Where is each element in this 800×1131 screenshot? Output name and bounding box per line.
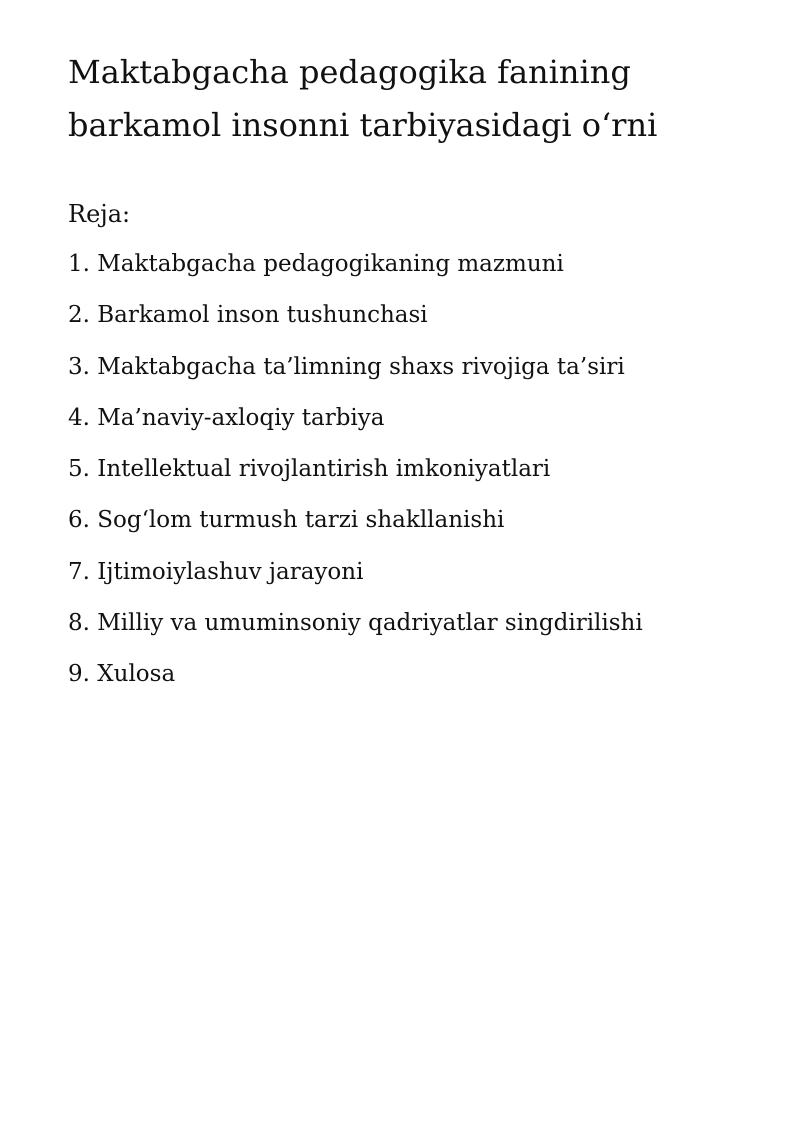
plan-item-2: 2. Barkamol inson tushunchasi (68, 302, 428, 329)
plan-item-1: 1. Maktabgacha pedagogikaning mazmuni (68, 251, 564, 277)
plan-item-7: 7. Ijtimoiylashuv jarayoni (68, 558, 364, 585)
plan-label: Reja: (68, 200, 131, 228)
plan-item-3: 3. Maktabgacha ta’limning shaxs rivojiga ta’siri (68, 353, 625, 380)
plan-item-4: 4. Ma’naviy-axloqiy tarbiya (68, 404, 385, 431)
plan-item-9: 9. Xulosa (68, 661, 176, 688)
title-line-2: barkamol insonni tarbiyasidagi o‘rni (68, 106, 658, 144)
plan-item-5: 5. Intellektual rivojlantirish imkoniyatlari (68, 456, 551, 483)
document-page (68, 46, 768, 701)
plan-item-8: 8. Milliy va umuminsoniy qadriyatlar singdirilishi (68, 610, 643, 637)
document-title (68, 46, 768, 152)
plan-item-6: 6. Sog‘lom turmush tarzi shakllanishi (68, 507, 505, 534)
title-line-1: Maktabgacha pedagogika fanining (68, 53, 631, 91)
plan-list (68, 239, 768, 701)
